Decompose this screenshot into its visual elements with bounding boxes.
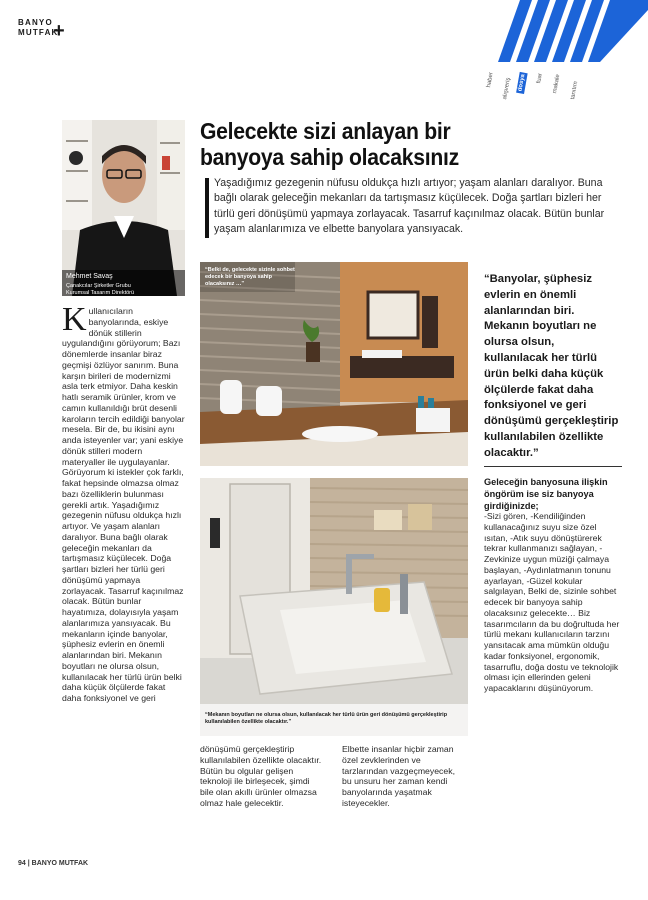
title-line2: banyoya sahip olacaksınız — [200, 144, 459, 170]
magazine-logo — [18, 18, 78, 46]
logo-plus: + — [53, 20, 65, 42]
bathroom-photo-1 — [200, 262, 468, 466]
lead-bar — [205, 178, 209, 238]
article-title — [200, 118, 531, 170]
body-column-left — [62, 301, 185, 704]
author-portrait — [62, 120, 185, 296]
author-role-line2: Kurumsal Tasarım Direktörü — [66, 290, 135, 296]
bathroom-illustration-2 — [200, 478, 468, 736]
page-footer — [18, 860, 88, 867]
footer-separator: | — [27, 860, 30, 867]
category-tanitim[interactable]: tanıtım — [570, 80, 580, 100]
category-haber[interactable]: haber — [486, 71, 495, 88]
logo-line2: MUTFAK — [18, 28, 59, 37]
body-column-mid-1: dönüşümü gerçekleştirip kullanılabilen özellikte olacaktır. Bütün bu olgular gelişen teknoloji ile birleşecek, şimdi bile olan akıllı ürünler olmazsa olmaz hale gelecektir. — [200, 744, 322, 808]
bathroom-photo-2 — [200, 478, 468, 736]
photo2-caption: “Mekanın boyutları ne olursa olsun, kullanılacak her türlü ürün geri dönüşümü gerçekleştirip kullanılabilen özellikte olacaktır.” — [205, 712, 448, 725]
category-dosya[interactable]: dosya — [516, 72, 528, 94]
category-alisveris[interactable]: alışveriş — [502, 77, 512, 100]
drop-cap: K — [62, 301, 87, 338]
footer-magazine: BANYO MUTFAK — [31, 860, 89, 867]
article-lead: Yaşadığımız gezegenin nüfusu oldukça hızlı artıyor; yaşam alanları daralıyor. Buna bağlı olarak geleceğin mekanları da tartışmasız küçülecek. Doğa şartları bizleri her türlü geri dönüşümü yapmaya zorlayacak. Tasarruf kaçınılmaz olacak. Bütün bunlar yaşam alanlarımıza ve elbette banyolara yansıyacak. — [214, 177, 605, 236]
category-fuar[interactable]: fuar — [536, 72, 544, 84]
body-left-text: ullanıcıların banyolarında, eskiye dönük stillerin uygulandığını görüyorum; Bazı dönemlerde insanlar biraz geçmişi özlüyor sanırım. Buna karşın birileri de modernizmi asla terk etmiyor. Daha keskin hatlı seramik ürünler, krom ve camın kullanıldığı brüt desenli karoların tercih edildiği banyolar mesela. Bir de, bu ikisini aynı anda isteyenler var; yani eskiye dönük stilleri modern materyaller ile uygulayanlar. Görüyorum ki istekler çok farklı, fakat hepsinde olmazsa olmaz bazı özelliklerin bulunması gerekli artık. Yaşadığımız gezegenin nüfusu oldukça hızlı artıyor. Ve yaşam alanları daralıyor. Buna bağlı olarak geleceğin mekanları da tartışmasız küçülecek. Doğa şartları bizleri her türlü geri dönüşümü yapmaya zorlayacak. Tasarruf kaçınılmaz olacak. Bütün bunlar hayatımıza, dolayısıyla yaşam alanlarımıza yansıyacak. Bu mekanların içinde banyolar, şüphesiz evlerin en önemli alanlarından biri. Mekanın boyutları ne olursa olsun, kullanılacak her türlü ürün belki daha küçük ölçülerde fakat daha fonksiyonel ve geri — [62, 306, 185, 703]
body-column-right: -Sizi gören, -Kendiliğinden kullanacağınız suyu size özel ısıtan, -Atık suyu dönüştürerek tekrar kullanmanızı sağlayan, -Zevkinize uygun müziği çalmaya başlayan, -Aydınlatmanın tonunu ayarlayan, -Güzel kokular salgılayan, Belki de, sizinle sohbet edecek bir banyoya sahip olacaksınız gelecekte… Biz tasarımcıların da bu doğrultuda her türlü mekanı kullanıcıların tarzını yansıtacak ama mümkün olduğu kadar fonksiyonel, ergonomik, tasarruflu, doğa dostu ve teknolojik olması için ellerinden geleni yapacaklarını düşünüyorum. — [484, 511, 620, 693]
right-subheading: Geleceğin banyosuna ilişkin öngörüm ise siz banyoya girdiğinizde; — [484, 477, 608, 511]
author-role — [66, 283, 186, 297]
logo-line1: BANYO — [18, 18, 53, 27]
bathroom-illustration-1 — [200, 262, 468, 466]
author-name: Mehmet Savaş — [66, 273, 113, 280]
portrait-illustration — [62, 120, 185, 296]
author-role-line1: Çanakcılar Şirketler Grubu — [66, 283, 131, 289]
page-number: 94 — [18, 860, 26, 867]
photo1-caption: “Belki de, gelecekte sizinle sohbet edecek bir banyoya sahip olacaksınız …” — [205, 267, 295, 287]
pull-quote: “Banyolar, şüphesiz evlerin en önemli alanlarından biri. Mekanın boyutları ne olursa olsun, kullanılacak her türlü ürün belki daha küçük ölçülerde fakat daha fonksiyonel ve geri dönüşümü gerçekleştirip kullanılabilen özellikte olacaktır.” — [484, 273, 619, 459]
body-column-mid-2: Elbette insanlar hiçbir zaman özel zevklerinden ve tarzlarından vazgeçmeyecek, bu unsuru her zaman kendi banyolarında yaşatmak isteyecekler. — [342, 744, 455, 808]
category-nav — [478, 50, 648, 112]
pull-quote-divider — [484, 466, 622, 467]
category-makale[interactable]: makale — [552, 73, 562, 94]
title-line1: Gelecekte sizi anlayan bir — [200, 118, 451, 144]
